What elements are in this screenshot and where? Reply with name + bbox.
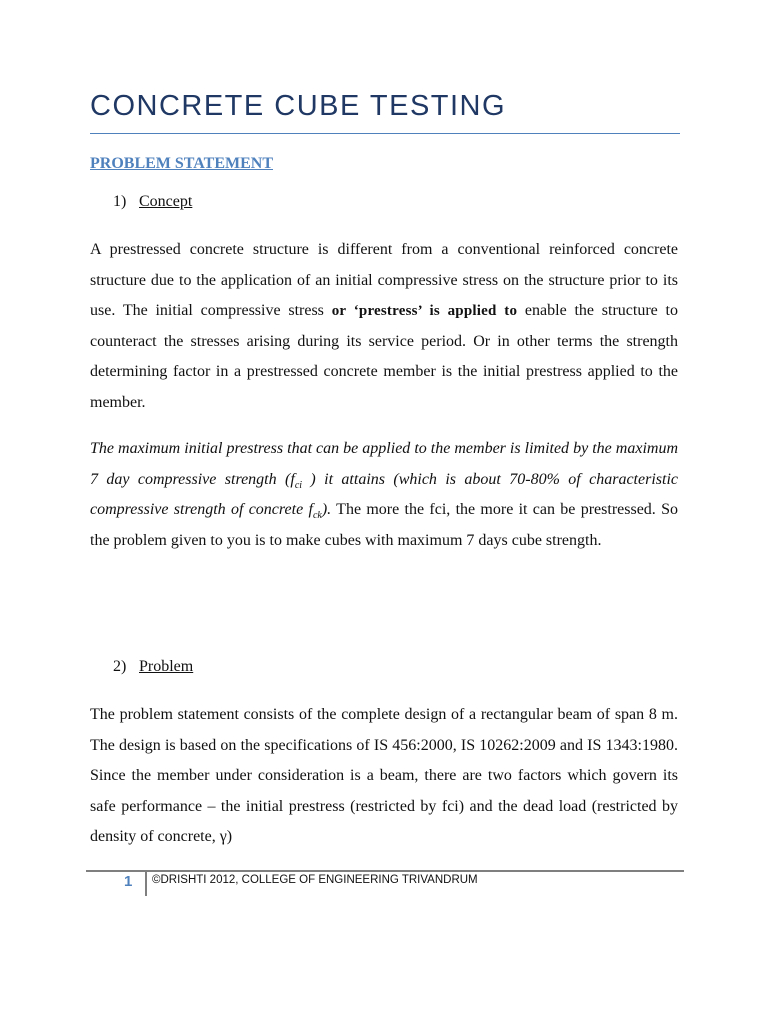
paragraph-text: A prestressed concrete structure is different from a conventional reinforced concrete structure due to the application of an initial compressive stress on the structure prior to its use. The initial compressive stress [90,241,678,319]
footer-rule [86,870,684,872]
item-number: 1) [113,193,127,210]
title-underline [90,133,680,134]
subscript-ck: ck [312,510,322,522]
subscript-ci: ci [294,479,303,491]
italic-text: ) it attains (which is about 70-80% of characteristic compressive strength of concrete [90,470,678,518]
symbol-f: f [308,501,313,518]
paragraph-fci [90,434,678,556]
italic-text: ). [321,501,332,518]
section-heading: PROBLEM STATEMENT [90,155,273,172]
page-number: 1 [124,873,133,890]
paragraph-bold-phrase: or ‘prestress’ is applied to [331,303,518,319]
item-label: Problem [139,658,194,675]
item-label: Concept [139,193,193,210]
paragraph-text: The more the fci, the more it can be prestressed. So the problem given to you is to make cubes with maximum 7 days cube strength. [90,501,679,549]
footer-copyright: ©DRISHTI 2012, COLLEGE OF ENGINEERING TRIVANDRUM [152,874,478,886]
paragraph-text: enable the structure to counteract the stresses arising during its service period. Or in other terms the strength determining factor in a prestressed concrete member is the initial prestress applied to the member. [90,302,678,411]
item-number: 2) [113,658,127,675]
item-concept [113,193,192,211]
footer-divider [145,872,147,896]
item-problem [113,658,193,676]
symbol-f: f [290,470,295,488]
page-title: CONCRETE CUBE TESTING [90,90,507,122]
paragraph-concept [90,235,678,418]
italic-text: The maximum initial prestress that can be applied to the member is limited by the maximum 7 day compressive strength ( [90,440,678,488]
paragraph-problem: The problem statement consists of the complete design of a rectangular beam of span 8 m. The design is based on the specifications of IS 456:2000, IS 10262:2009 and IS 1343:1980. Since the member under consideration is a beam, there are two factors which govern its safe performance – the initial prestress (restricted by fci) and the dead load (restricted by density of concrete, γ) [90,706,678,845]
